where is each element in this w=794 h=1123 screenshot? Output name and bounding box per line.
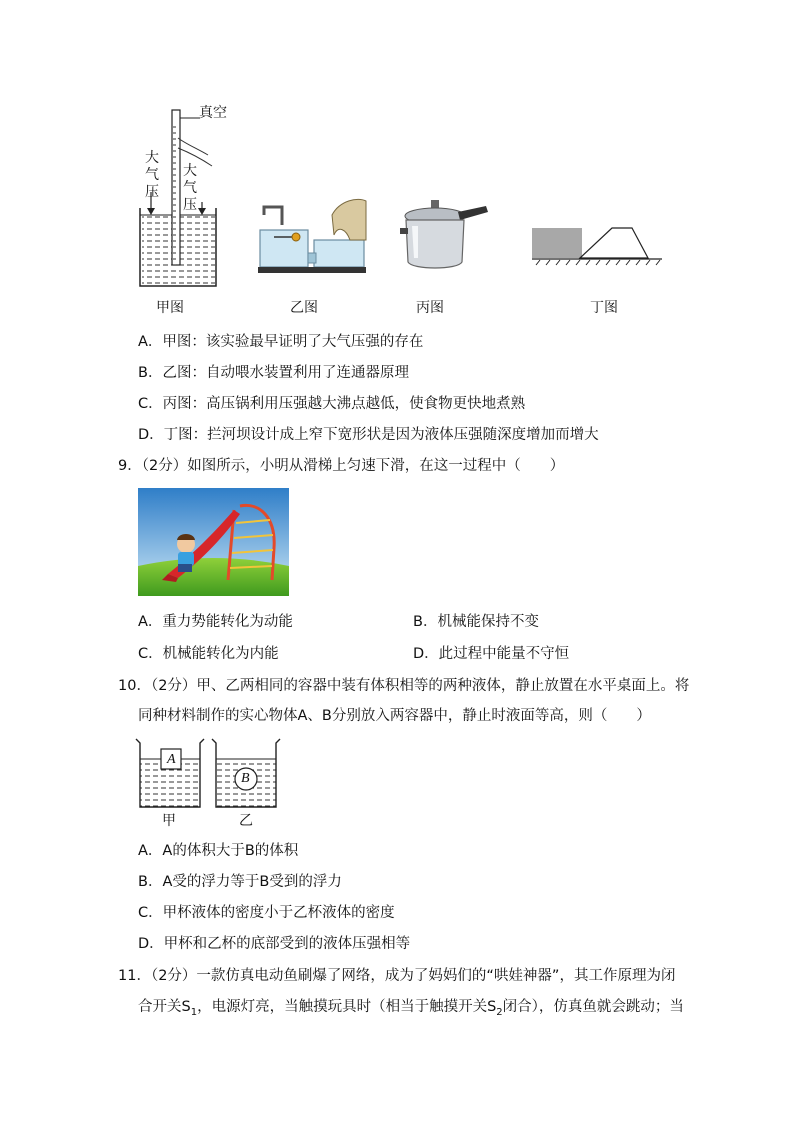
- q8-option-a: A．甲图：该实验最早证明了大气压强的存在: [138, 334, 424, 350]
- two-beakers-figure: [136, 737, 281, 811]
- q10-stem-line1: 10．（2分）甲、乙两相同的容器中装有体积相等的两种液体，静止放置在水平桌面上。将: [118, 678, 690, 694]
- dam-figure: [530, 222, 665, 267]
- figure-caption-ding: 丁图: [590, 300, 618, 316]
- q10-option-d: D．甲杯和乙杯的底部受到的液体压强相等: [138, 936, 411, 952]
- q8-option-d: D．丁图：拦河坝设计成上窄下宽形状是因为液体压强随深度增加而增大: [138, 427, 599, 443]
- figure-caption-bing: 丙图: [416, 300, 444, 316]
- q9-option-b: B．机械能保持不变: [413, 614, 539, 630]
- q10-option-b: B．A受的浮力等于B受到的浮力: [138, 874, 342, 890]
- q8-option-b: B．乙图：自动喂水装置利用了连通器原理: [138, 365, 409, 381]
- q11-stem-line1: 11．（2分）一款仿真电动鱼刷爆了网络，成为了妈妈们的“哄娃神器”，其工作原理为闭: [118, 968, 676, 984]
- q10-option-a: A．A的体积大于B的体积: [138, 843, 299, 859]
- vacuum-label: 真空: [199, 105, 227, 121]
- q9-option-a: A．重力势能转化为动能: [138, 614, 293, 630]
- figure-caption-yi: 乙图: [290, 300, 318, 316]
- object-b-label: B: [241, 771, 250, 786]
- water-feeder-figure: [254, 195, 369, 275]
- pressure-right-label: 大气压: [183, 163, 197, 213]
- pressure-cooker-figure: [398, 198, 490, 273]
- q10-stem-line2: 同种材料制作的实心物体A、B分别放入两容器中，静止时液面等高，则（ ）: [138, 708, 651, 724]
- pressure-left-label: 大气压: [145, 150, 159, 200]
- q10-option-c: C．甲杯液体的密度小于乙杯液体的密度: [138, 905, 395, 921]
- object-a-label: A: [167, 752, 176, 767]
- q11-text-part3: 闭合），仿真鱼就会跳动；当: [502, 999, 684, 1015]
- beaker-caption-jia: 甲: [162, 813, 176, 829]
- beaker-caption-yi: 乙: [239, 813, 253, 829]
- q9-option-c: C．机械能转化为内能: [138, 646, 279, 662]
- q9-stem: 9．（2分）如图所示，小明从滑梯上匀速下滑，在这一过程中（ ）: [118, 458, 565, 474]
- q11-text-part2: ，电源灯亮，当触摸玩具时（相当于触摸开关S: [197, 999, 497, 1015]
- switch-s1-subscript: 1: [190, 1006, 198, 1018]
- switch-s2-subscript: 2: [496, 1006, 503, 1018]
- slide-photo: [138, 488, 289, 596]
- q11-stem-line2: [138, 997, 684, 1023]
- figure-caption-jia: 甲图: [156, 300, 184, 316]
- q8-option-c: C．丙图：高压锅利用压强越大沸点越低，使食物更快地煮熟: [138, 396, 526, 412]
- q11-text-part1: 合开关S: [138, 999, 191, 1015]
- q9-option-d: D．此过程中能量不守恒: [413, 646, 570, 662]
